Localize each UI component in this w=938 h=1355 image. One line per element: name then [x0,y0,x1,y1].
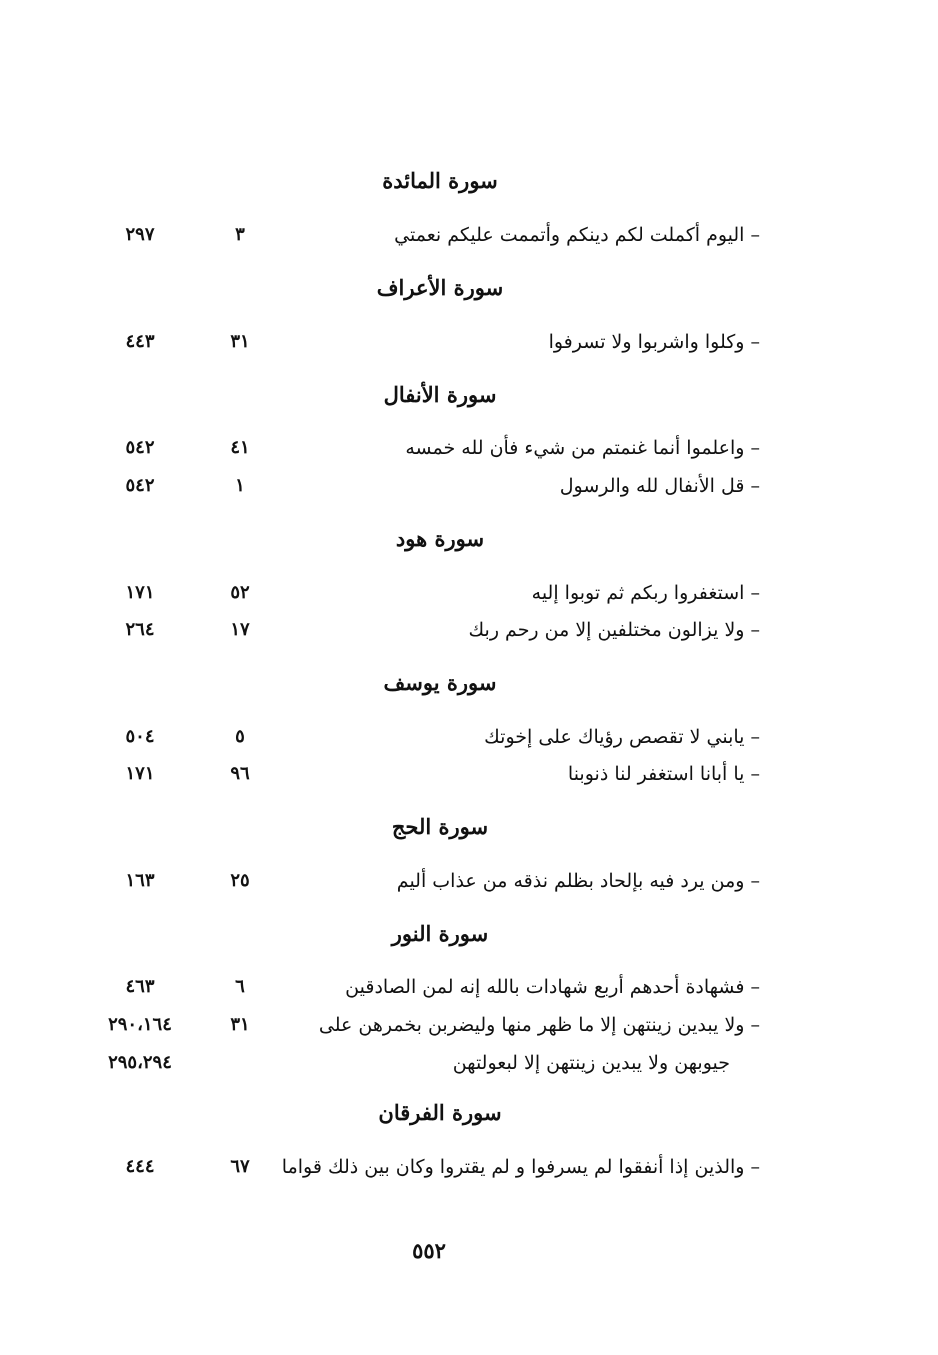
surah-heading-anfal: سورة الأنفال [383,382,497,407]
page-reference: ١٦٣ [125,870,155,891]
surah-heading-hud: سورة هود [395,526,485,551]
verse-row [0,218,938,252]
ayah-number: ٢٥ [230,870,250,891]
page-reference: ٤٤٤ [125,1156,155,1177]
verse-row [0,757,938,791]
verse-text: – يا أبانا استغفر لنا ذنوبنا [567,763,760,785]
ayah-number: ٣ [235,224,245,245]
verse-row [0,970,938,1004]
verse-text: – ولا يبدين زينتهن إلا ما ظهر منها وليضربن بخمرهن على [318,1014,760,1036]
ayah-number: ٩٦ [230,763,250,784]
ayah-number: ٥٢ [230,582,250,603]
verse-text: – ولا يزالون مختلفين إلا من رحم ربك [468,619,760,641]
verse-row [0,325,938,359]
verse-row [0,720,938,754]
page-reference: ٢٩٧ [125,224,155,245]
verse-row [0,576,938,610]
verse-text: – واعلموا أنما غنمتم من شيء فأن لله خمسه [405,437,760,459]
page-reference: ١٧١ [125,763,155,784]
page-reference: ١٧١ [125,582,155,603]
page-reference: ٥٤٢ [125,437,155,458]
verse-row [0,1150,938,1184]
surah-heading-araf: سورة الأعراف [376,275,504,300]
surah-heading-hajj: سورة الحج [391,814,489,839]
page-reference: ٢٦٤ [125,619,155,640]
verse-row-continuation [0,1046,938,1080]
ayah-number: ١٧ [230,619,250,640]
page-reference: ٢٩٥،٢٩٤ [108,1052,172,1073]
page-reference: ٢٩٠،١٦٤ [108,1014,172,1035]
ayah-number: ٦٧ [230,1156,250,1177]
verse-text: – استغفروا ربكم ثم توبوا إليه [531,582,760,604]
ayah-number: ٦ [235,976,245,997]
verse-row [0,613,938,647]
verse-row [0,864,938,898]
ayah-number: ٥ [235,726,245,747]
ayah-number: ٣١ [230,1014,250,1035]
verse-row [0,1008,938,1042]
verse-text: – فشهادة أحدهم أربع شهادات بالله إنه لمن الصادقين [345,976,760,998]
verse-text: – اليوم أكملت لكم دينكم وأتممت عليكم نعمتي [394,224,760,246]
ayah-number: ٣١ [230,331,250,352]
ayah-number: ٤١ [230,437,250,458]
verse-row [0,431,938,465]
page-reference: ٥٠٤ [125,726,155,747]
verse-text: – والذين إذا أنفقوا لم يسرفوا و لم يقتروا وكان بين ذلك قواما [281,1156,760,1178]
verse-text: – يابني لا تقصص رؤياك على إخوتك [484,726,760,748]
verse-text: جيوبهن ولا يبدين زينتهن إلا لبعولتهن [452,1052,730,1074]
page-reference: ٥٤٢ [125,475,155,496]
surah-heading-furqan: سورة الفرقان [378,1100,502,1125]
ayah-number: ١ [235,475,245,496]
surah-heading-maidah: سورة المائدة [382,168,498,193]
page-number: ٥٥٢ [412,1238,446,1263]
verse-text: – وكلوا واشربوا ولا تسرفوا [548,331,760,353]
surah-heading-yusuf: سورة يوسف [383,670,497,695]
verse-text: – قل الأنفال لله والرسول [559,475,760,497]
verse-row [0,469,938,503]
surah-heading-nur: سورة النور [391,921,489,946]
page-reference: ٤٦٣ [125,976,155,997]
verse-text: – ومن يرد فيه بإلحاد بظلم نذقه من عذاب أليم [396,870,760,892]
page-reference: ٤٤٣ [125,331,155,352]
